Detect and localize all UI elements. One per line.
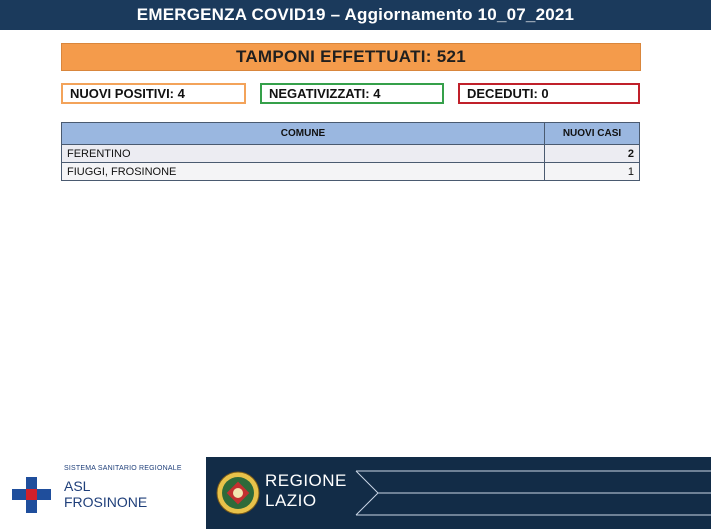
cell-comune: FIUGGI, FROSINONE: [62, 163, 545, 181]
cell-comune: FERENTINO: [62, 145, 545, 163]
regione-line2: LAZIO: [265, 491, 317, 510]
asl-name-line2: FROSINONE: [64, 494, 148, 510]
asl-subtitle: SISTEMA SANITARIO REGIONALE: [64, 465, 182, 472]
cell-nuovi-casi: 2: [545, 145, 640, 163]
header-nuovi-casi: NUOVI CASI: [545, 123, 640, 145]
header-comune: COMUNE: [62, 123, 545, 145]
table-header-row: [62, 123, 640, 145]
nuovi-positivi-box: NUOVI POSITIVI: 4: [61, 83, 246, 104]
negativizzati-box: NEGATIVIZZATI: 4: [260, 83, 444, 104]
medical-cross-icon: [12, 477, 52, 513]
cell-nuovi-casi: 1: [545, 163, 640, 181]
tamponi-banner: TAMPONI EFFETTUATI: 521: [61, 43, 641, 71]
regione-lazio-emblem-icon: [216, 470, 260, 516]
regione-lazio-label: [265, 471, 347, 511]
asl-name-line1: ASL: [64, 478, 91, 494]
deceduti-box: DECEDUTI: 0: [458, 83, 640, 104]
table-row: [62, 145, 640, 163]
cases-table: [61, 122, 640, 181]
page-title: EMERGENZA COVID19 – Aggiornamento 10_07_2021: [0, 0, 711, 30]
table-row: [62, 163, 640, 181]
regione-line1: REGIONE: [265, 471, 347, 490]
asl-name: [64, 478, 147, 510]
